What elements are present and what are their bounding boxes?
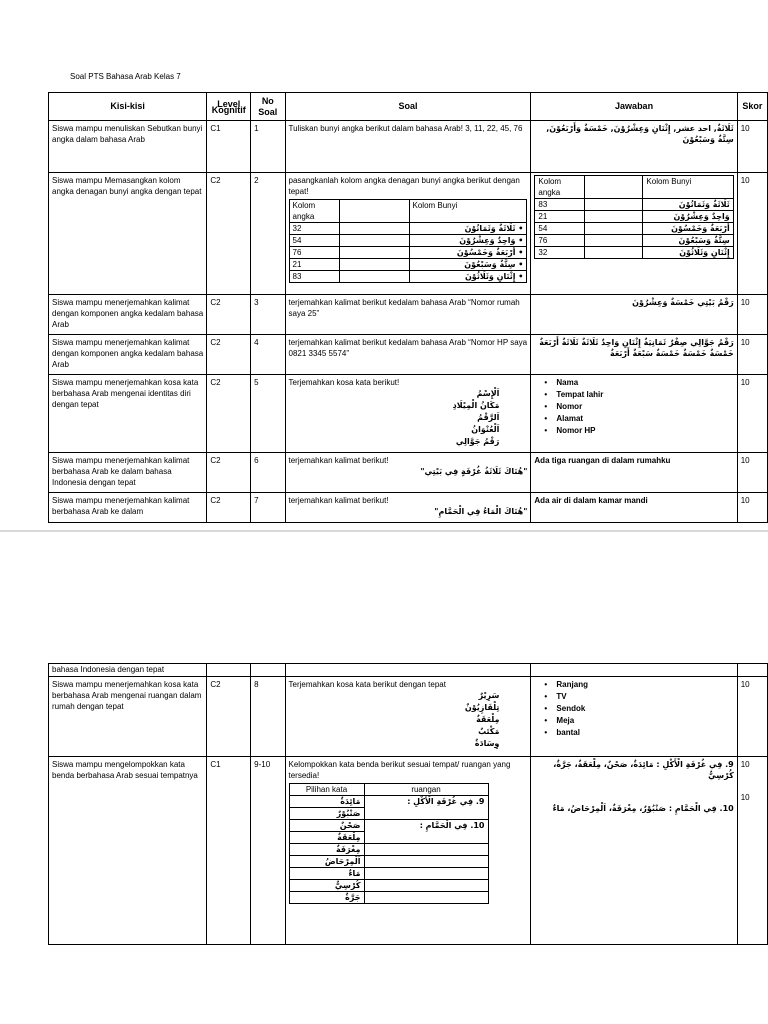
no-cell: 8 (251, 677, 285, 757)
col-bunyi-header: Kolom Bunyi (643, 176, 733, 199)
kisi-cell: Siswa mampu menerjemahkan kalimat dengan komponen angka kedalam bahasa Arab (49, 335, 207, 375)
question-table-continued (48, 663, 768, 945)
col-bunyi-header: Kolom Bunyi (409, 200, 527, 223)
skor-cell: 10 (737, 453, 767, 493)
list-item: • رَقْمُ جَوَّالِي (289, 436, 500, 448)
answer-10: 10. فِي الْحَمَّامِ : صَنْبُوْرٌ، مِغْرَفَةٌ، اَلْمِرْحَاضُ، مَاءٌ (552, 804, 734, 813)
list-item: • Alamat (542, 413, 733, 425)
jawaban-cell (531, 375, 737, 453)
vocab-list (289, 690, 500, 750)
list-item: • اَلْعُنْوَانُ (289, 424, 500, 436)
list-item: • اَلرَّقْمُ (289, 412, 500, 424)
list-item: • وِسَادَةٌ (289, 738, 500, 750)
table-row (49, 295, 768, 335)
level-cell: C2 (207, 173, 251, 295)
angka-cell: 21 (535, 211, 585, 223)
level-cell: C2 (207, 295, 251, 335)
col-angka-header: Kolom angka (535, 176, 585, 199)
list-item: • مَكَانُ الْمِيْلَادِ (289, 400, 500, 412)
soal-cell: terjemahkan kalimat berikut kedalam bahasa Arab “Nomor rumah saya 25” (285, 295, 531, 335)
matching-table (289, 199, 528, 283)
pilihan-header: Pilihan kata (289, 784, 364, 796)
document-title: Soal PTS Bahasa Arab Kelas 7 (70, 72, 181, 81)
table-row (49, 677, 768, 757)
kisi-cell: Siswa mampu mengelompokkan kata benda berbahasa Arab sesuai tempatnya (49, 757, 207, 945)
angka-cell: 32 (289, 223, 339, 235)
angka-cell: 32 (535, 247, 585, 259)
soal-cell (285, 757, 531, 945)
answer-9: 9. فِي غُرْفَةِ الْأَكْلِ : مَائِدَةٌ، صَحْنٌ، مِلْعَقَةٌ، جَرَّةٌ، كُرْسِيٌّ (553, 760, 734, 780)
header-kisi: Kisi-kisi (49, 93, 207, 121)
answer-list (534, 377, 733, 437)
no-cell: 4 (251, 335, 285, 375)
kisi-cell: Siswa mampu Memasangkan kolom angka denagan bunyi angka dengan tepat (49, 173, 207, 295)
pilihan-cell: صَنْبُوْرٌ (289, 808, 364, 820)
angka-cell: 76 (289, 247, 339, 259)
level-cell: C1 (207, 757, 251, 945)
soal-arabic: "هُنَاكَ ثَلَاثَةُ غُرْفَةٍ فِي بَيْتِي" (420, 467, 528, 476)
bunyi-cell: إِثْنَانِ وَثَلَاثُوْنَ (643, 247, 733, 259)
skor-cell: 10 (737, 493, 767, 523)
bunyi-cell: • أَرْبَعَةٌ وَخَمْسُوْنَ (409, 247, 527, 259)
bunyi-cell: • وَاحِدٌ وَعِشْرُوْنَ (409, 235, 527, 247)
question-table (48, 92, 768, 523)
list-item: • Meja (542, 715, 733, 727)
answer-list (534, 679, 733, 739)
jawaban-cell: Ada air di dalam kamar mandi (531, 493, 737, 523)
jawaban-cell (531, 677, 737, 757)
list-item: • bantal (542, 727, 733, 739)
no-cell: 1 (251, 121, 285, 173)
table-row (49, 173, 768, 295)
header-jawaban: Jawaban (531, 93, 737, 121)
list-item: • مَكْتَبٌ (289, 726, 500, 738)
angka-cell: 54 (289, 235, 339, 247)
header-level: Level Kognitif (207, 93, 251, 121)
soal-text: Terjemahkan kosa kata berikut! (288, 378, 400, 387)
skor-cell (737, 757, 767, 945)
kisi-cell: bahasa Indonesia dengan tepat (49, 664, 207, 677)
skor-cell: 10 (737, 335, 767, 375)
pilihan-cell: مِغْرَفَةٌ (289, 844, 364, 856)
kisi-cell: Siswa mampu menerjemahkan kalimat berbahasa Arab ke dalam bahasa Indonesia dengan tepat (49, 453, 207, 493)
pilihan-cell: كُرْسِيٌّ (289, 880, 364, 892)
angka-cell: 83 (535, 199, 585, 211)
ruangan-header: ruangan (364, 784, 488, 796)
list-item: • Ranjang (542, 679, 733, 691)
bunyi-cell: • ثَلَاثَةٌ وَثَمَانُوْنَ (409, 223, 527, 235)
skor-10: 10 (740, 793, 750, 802)
header-no: No Soal (251, 93, 285, 121)
table-row (49, 335, 768, 375)
no-cell: 3 (251, 295, 285, 335)
level-cell: C2 (207, 453, 251, 493)
angka-cell: 76 (535, 235, 585, 247)
bunyi-cell: أَرْبَعَةٌ وَخَمْسُوْنَ (643, 223, 733, 235)
skor-cell: 10 (737, 173, 767, 295)
table-row (49, 375, 768, 453)
soal-text: Terjemahkan kosa kata berikut dengan tepat (288, 680, 446, 689)
skor-cell: 10 (737, 295, 767, 335)
level-cell: C2 (207, 493, 251, 523)
pilihan-cell: اَلْمِرْحَاضُ (289, 856, 364, 868)
level-cell: C2 (207, 335, 251, 375)
skor-9: 10 (740, 760, 750, 769)
bunyi-cell: • إِثْنَانِ وَثَلَاثُوْنَ (409, 271, 527, 283)
list-item: • Nomor (542, 401, 733, 413)
angka-cell: 83 (289, 271, 339, 283)
level-cell: C1 (207, 121, 251, 173)
bunyi-cell: ثَلَاثَةٌ وَثَمَانُوْنَ (643, 199, 733, 211)
pilihan-cell: جَرَّةٌ (289, 892, 364, 904)
angka-cell: 54 (535, 223, 585, 235)
kisi-cell: Siswa mampu menuliskan Sebutkan bunyi angka dalam bahasa Arab (49, 121, 207, 173)
soal-cell: terjemahkan kalimat berikut kedalam bahasa Arab “Nomor HP saya 0821 3345 5574” (285, 335, 531, 375)
ruangan-cell: 9. فِي غُرْفَةِ الْأَكْلِ : (364, 796, 488, 820)
jawaban-cell: رَقْمُ بَيْتِي خَمْسَةٌ وَعِشْرُوْنَ (531, 295, 737, 335)
jawaban-cell (531, 757, 737, 945)
soal-text: Kelompokkan kata benda berikut sesuai tempat/ ruangan yang tersedia! (288, 760, 511, 780)
pilihan-cell: مَائِدَةٌ (289, 796, 364, 808)
kisi-cell: Siswa mampu menerjemahkan kosa kata berbahasa Arab mengenai ruangan dalam rumah dengan tepat (49, 677, 207, 757)
list-item: • اَلْإِسْمُ (289, 388, 500, 400)
list-item: • Tempat lahir (542, 389, 733, 401)
soal-cell: Tuliskan bunyi angka berikut dalam bahasa Arab! 3, 11, 22, 45, 76 (285, 121, 531, 173)
ruangan-cell: 10. فِي الْحَمَّامِ : (364, 820, 488, 844)
table-row (49, 453, 768, 493)
soal-text: terjemahkan kalimat berikut! (288, 456, 389, 465)
jawaban-cell: ثَلَاثَةٌ, احد عشر, إِثْنَانِ وَعِشْرُوْنَ, خَمْسَةٌ وَأَرْبَعُوْنَ, سِتَّةٌ وَسَبْعُوْنَ (531, 121, 737, 173)
pilihan-cell: مَاءٌ (289, 868, 364, 880)
list-item: • مِلْعَقَةٌ (289, 714, 500, 726)
grouping-table (289, 783, 489, 904)
table-row (49, 493, 768, 523)
no-cell: 5 (251, 375, 285, 453)
jawaban-cell (531, 173, 737, 295)
bunyi-cell: سِتَّةٌ وَسَبْعُوْنَ (643, 235, 733, 247)
level-cell: C2 (207, 677, 251, 757)
header-soal: Soal (285, 93, 531, 121)
list-item: • Nama (542, 377, 733, 389)
soal-cell (285, 453, 531, 493)
list-item: • TV (542, 691, 733, 703)
list-item: • سَرِيْرٌ (289, 690, 500, 702)
level-cell: C2 (207, 375, 251, 453)
no-cell: 9-10 (251, 757, 285, 945)
soal-cell (285, 173, 531, 295)
table-row (49, 757, 768, 945)
soal-arabic: "هُنَاكَ الْمَاءُ فِي الْحَمَّامِ" (434, 507, 528, 516)
table-row (49, 121, 768, 173)
table-row (49, 664, 768, 677)
pilihan-cell: صَحْنٌ (289, 820, 364, 832)
jawaban-cell: Ada tiga ruangan di dalam rumahku (531, 453, 737, 493)
header-skor: Skor (737, 93, 767, 121)
list-item: • Nomor HP (542, 425, 733, 437)
soal-text: pasangkanlah kolom angka denagan bunyi angka berikut dengan tepat! (288, 176, 520, 196)
soal-cell (285, 493, 531, 523)
col-angka-header: Kolom angka (289, 200, 339, 223)
pilihan-cell: مِلْعَقَةٌ (289, 832, 364, 844)
jawaban-cell: رَقْمُ جَوَّالِي صِفْرٌ ثَمَانِيَةٌ إِثْنَانِ وَاحِدٌ ثَلَاثَةٌ ثَلَاثَةٌ أَرْبَعَةٌ خَمْسَةٌ خَمْسَةٌ خَمْسَةٌ سَبْعَةٌ أَرْبَعَةٌ (531, 335, 737, 375)
list-item: • تِلْفَازِيُوْنٌ (289, 702, 500, 714)
bunyi-cell: • سِتَّةٌ وَسَبْعُوْنَ (409, 259, 527, 271)
no-cell: 7 (251, 493, 285, 523)
list-item: • Sendok (542, 703, 733, 715)
kisi-cell: Siswa mampu menerjemahkan kalimat berbahasa Arab ke dalam (49, 493, 207, 523)
angka-cell: 21 (289, 259, 339, 271)
bunyi-cell: وَاحِدٌ وَعِشْرُوْنَ (643, 211, 733, 223)
skor-cell: 10 (737, 677, 767, 757)
kisi-cell: Siswa mampu menerjemahkan kalimat dengan komponen angka kedalam bahasa Arab (49, 295, 207, 335)
skor-cell: 10 (737, 121, 767, 173)
soal-cell (285, 677, 531, 757)
table-header-row (49, 93, 768, 121)
vocab-list (289, 388, 500, 448)
no-cell: 2 (251, 173, 285, 295)
kisi-cell: Siswa mampu menerjemahkan kosa kata berbahasa Arab mengenai identitas diri dengan tepat (49, 375, 207, 453)
skor-cell: 10 (737, 375, 767, 453)
soal-cell (285, 375, 531, 453)
answer-matching-table (534, 175, 733, 259)
soal-text: terjemahkan kalimat berikut! (288, 496, 389, 505)
no-cell: 6 (251, 453, 285, 493)
